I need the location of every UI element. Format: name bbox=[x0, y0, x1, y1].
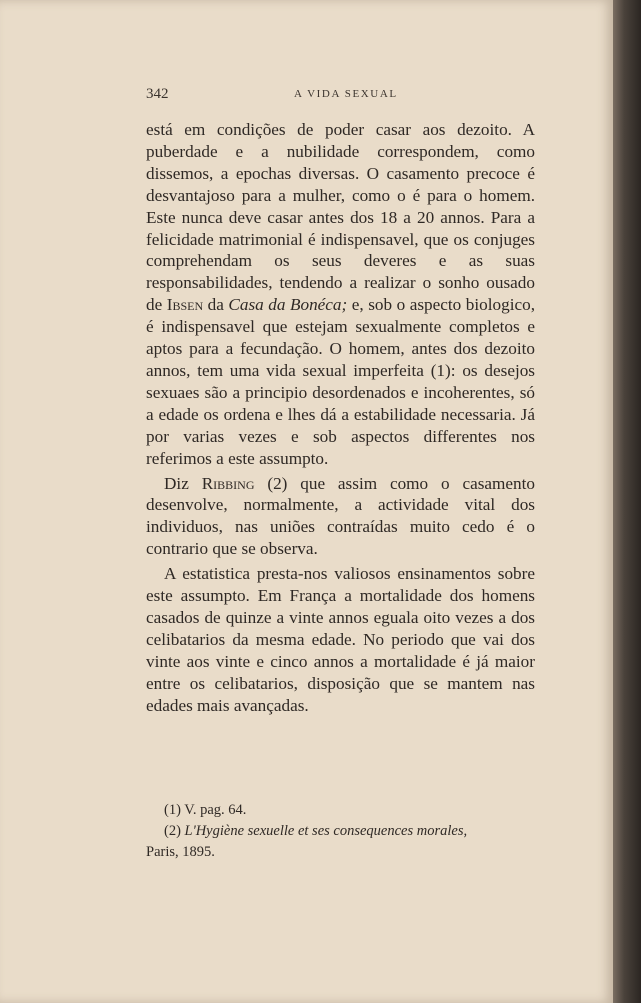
book-binding-edge bbox=[613, 0, 641, 1003]
footnote-2-place: Paris, 1895. bbox=[146, 844, 215, 860]
author-name-ribbing: Ribbing bbox=[201, 473, 255, 493]
page-number: 342 bbox=[146, 86, 169, 102]
paragraph-1 bbox=[146, 119, 535, 470]
paragraph-3-text: A estatistica presta-nos valiosos ensinamentos sobre este assumpto. Em França a mortalidade dos homens casados de quinze a vinte annos eguala oito vezes a dos celibatarios da mesma edade. No periodo que vai dos vinte aos vinte e cinco annos a mortalidade é já maior entre os celibatarios, disposição que se mantem nas edades mais avançadas. bbox=[146, 564, 535, 715]
running-title: A VIDA SEXUAL bbox=[294, 88, 398, 100]
footnote-2-title: L'Hygiène sexuelle et ses consequences morales, bbox=[184, 823, 468, 839]
footnote-2-marker: (2) bbox=[164, 823, 185, 839]
work-title-casa-da-boneca: Casa da Bonéca; bbox=[228, 295, 348, 315]
paragraph-2 bbox=[146, 473, 535, 561]
footnote-1: (1) V. pag. 64. bbox=[164, 802, 247, 818]
paragraph-1-text-c: e, sob o aspecto biologico, é indispensavel que estejam sexualmente completos e aptos para a fecundação. O homem, antes dos dezoito annos, tem uma vida sexual imperfeita (1): os desejos sexuaes são a principio desordenados e incoherentes, só a edade os ordena e lhes dá a estabilidade necessaria. Já por varias vezes e sob aspectos differentes nos referimos a este assumpto. bbox=[146, 295, 535, 468]
body-text bbox=[146, 119, 535, 716]
running-head bbox=[146, 86, 536, 106]
author-name-ibsen: Ibsen bbox=[166, 295, 204, 315]
footnotes bbox=[146, 800, 535, 863]
paragraph-3 bbox=[146, 563, 535, 716]
paragraph-2-text-a: Diz bbox=[164, 473, 202, 493]
paragraph-2-text-b: (2) que assim como o casamento desenvolve, normalmente, a actividade vital dos individuos, nas uniões contraídas muito cedo é o contrario que se observa. bbox=[146, 473, 535, 559]
paragraph-1-text-b: da bbox=[203, 295, 229, 315]
paragraph-1-text-a: está em condições de poder casar aos dezoito. A puberdade e a nubilidade correspondem, como dissemos, a epochas diversas. O casamento precoce é desvantajoso para a mulher, como o é para o homem. Este nunca deve casar antes dos 18 a 20 annos. Para a felicidade matrimonial é indispensavel, que os conjuges comprehendam os seus deveres e as suas responsabilidades, tendendo a realizar o sonho ousado de bbox=[146, 120, 535, 315]
footnote-2 bbox=[146, 821, 535, 863]
